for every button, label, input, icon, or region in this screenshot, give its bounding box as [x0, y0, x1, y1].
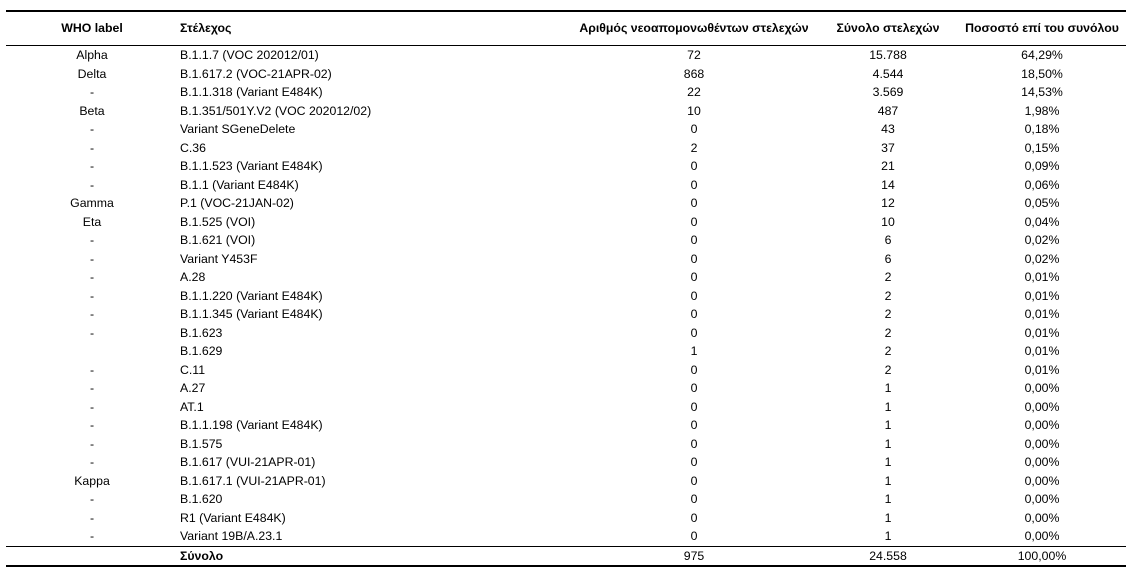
- table-body: [6, 46, 1126, 547]
- table-row: [6, 120, 1126, 139]
- strain-cell: C.11: [180, 362, 206, 377]
- strain-cell: B.1.617.2 (VOC-21APR-02): [180, 66, 332, 81]
- new-isolated-cell: 0: [690, 122, 698, 136]
- strain-cell: Variant SGeneDelete: [180, 122, 296, 136]
- who-label-cell: Kappa: [74, 473, 110, 488]
- percent-cell: 0,01%: [1024, 270, 1060, 284]
- table-row: [6, 102, 1126, 121]
- who-label-cell: -: [89, 177, 95, 192]
- percent-cell: 18,50%: [1021, 66, 1063, 81]
- strain-cell: B.1.621 (VOI): [180, 233, 256, 247]
- new-isolated-cell: 0: [690, 251, 698, 266]
- variants-table: [6, 10, 1126, 567]
- who-label-cell: -: [89, 288, 95, 303]
- new-isolated-cell: 0: [690, 473, 698, 488]
- strain-cell: B.1.1.345 (Variant E484K): [180, 307, 323, 321]
- new-isolated-cell: 10: [687, 103, 701, 118]
- strain-cell: AT.1: [180, 399, 204, 414]
- new-isolated-cell: 0: [690, 288, 698, 303]
- percent-cell: 0,00%: [1024, 473, 1060, 488]
- new-isolated-cell: 0: [690, 177, 698, 192]
- who-label-cell: -: [89, 362, 95, 377]
- percent-cell: 0,05%: [1024, 196, 1060, 210]
- who-label-cell: -: [89, 436, 95, 451]
- total-strains-cell: 1: [884, 381, 892, 395]
- strain-cell: A.27: [180, 381, 206, 395]
- percent-cell: 0,01%: [1024, 325, 1060, 340]
- who-label-cell: -: [89, 455, 95, 469]
- strain-cell: C.36: [180, 140, 206, 155]
- who-label-cell: -: [89, 418, 95, 432]
- table-row: [6, 527, 1126, 546]
- strain-cell: B.1.1.220 (Variant E484K): [180, 288, 323, 303]
- percent-cell: 0,00%: [1024, 529, 1060, 543]
- table-header: [6, 11, 1126, 46]
- strain-cell: B.1.1.7 (VOC 202012/01): [180, 48, 319, 62]
- who-label-cell: -: [89, 122, 95, 136]
- total-strains-cell: 2: [884, 307, 892, 321]
- new-isolated-cell: 1: [690, 344, 698, 358]
- total-who-cell: [6, 546, 178, 566]
- strain-cell: R1 (Variant E484K): [180, 510, 286, 525]
- total-new-isolated: 975: [570, 546, 818, 566]
- percent-cell: 64,29%: [1021, 48, 1063, 62]
- who-label-cell: -: [89, 529, 95, 543]
- new-isolated-cell: 0: [690, 381, 698, 395]
- table-row: [6, 416, 1126, 435]
- table-row: [6, 398, 1126, 417]
- total-strains-cell: 43: [881, 122, 895, 136]
- table-row: [6, 157, 1126, 176]
- table-row: [6, 194, 1126, 213]
- table-row: [6, 472, 1126, 491]
- table-row: [6, 453, 1126, 472]
- total-strains-cell: 1: [884, 510, 892, 525]
- new-isolated-cell: 0: [690, 307, 698, 321]
- total-percent: 100,00%: [958, 546, 1126, 566]
- who-label-cell: -: [89, 270, 95, 284]
- total-strains-sum: 24.558: [818, 546, 958, 566]
- strain-cell: Variant Y453F: [180, 251, 258, 266]
- who-label-cell: -: [89, 492, 95, 506]
- strain-cell: B.1.525 (VOI): [180, 214, 256, 229]
- header-percent-of-total: Ποσοστό επί του συνόλου: [958, 11, 1126, 46]
- strain-cell: B.1.1.198 (Variant E484K): [180, 418, 323, 432]
- total-strains-cell: 6: [884, 251, 892, 266]
- table-row: [6, 287, 1126, 306]
- new-isolated-cell: 0: [690, 214, 698, 229]
- percent-cell: 0,01%: [1024, 344, 1060, 358]
- table-row: [6, 268, 1126, 287]
- total-strains-cell: 3.569: [872, 85, 904, 99]
- table-row: [6, 305, 1126, 324]
- total-strains-cell: 1: [884, 399, 892, 414]
- strain-cell: B.1.623: [180, 325, 223, 340]
- who-label-cell: -: [89, 140, 95, 155]
- who-label-cell: -: [89, 85, 95, 99]
- total-strains-cell: 4.544: [872, 66, 904, 81]
- who-label-cell: -: [89, 233, 95, 247]
- total-strains-cell: 1: [884, 455, 892, 469]
- strain-cell: A.28: [180, 270, 206, 284]
- new-isolated-cell: 0: [690, 196, 698, 210]
- total-strains-cell: 2: [884, 288, 892, 303]
- new-isolated-cell: 0: [690, 529, 698, 543]
- percent-cell: 0,00%: [1024, 399, 1060, 414]
- total-strains-cell: 6: [884, 233, 892, 247]
- total-strains-cell: 2: [884, 270, 892, 284]
- table-row: [6, 213, 1126, 232]
- total-strains-cell: 10: [881, 214, 895, 229]
- new-isolated-cell: 72: [687, 48, 701, 62]
- percent-cell: 1,98%: [1024, 103, 1060, 118]
- new-isolated-cell: 0: [690, 492, 698, 506]
- strain-cell: B.1.1.523 (Variant E484K): [180, 159, 323, 173]
- who-label-cell: -: [89, 399, 95, 414]
- table-row: [6, 46, 1126, 65]
- total-strains-cell: 1: [884, 436, 892, 451]
- new-isolated-cell: 0: [690, 455, 698, 469]
- new-isolated-cell: 2: [690, 140, 698, 155]
- who-label-cell: -: [89, 381, 95, 395]
- total-strains-cell: 37: [881, 140, 895, 155]
- who-label-cell: Gamma: [70, 196, 114, 210]
- who-label-cell: -: [89, 251, 95, 266]
- table-row: [6, 65, 1126, 84]
- percent-cell: 14,53%: [1021, 85, 1063, 99]
- table-row: [6, 231, 1126, 250]
- new-isolated-cell: 0: [690, 399, 698, 414]
- new-isolated-cell: 0: [690, 270, 698, 284]
- header-total-strains: Σύνολο στελεχών: [818, 11, 958, 46]
- percent-cell: 0,00%: [1024, 455, 1060, 469]
- percent-cell: 0,09%: [1024, 159, 1060, 173]
- strain-cell: B.1.617 (VUI-21APR-01): [180, 455, 316, 469]
- who-label-cell: Delta: [77, 66, 107, 81]
- total-strains-cell: 487: [877, 103, 899, 118]
- new-isolated-cell: 0: [690, 418, 698, 432]
- who-label-cell: -: [89, 510, 95, 525]
- table-row: [6, 176, 1126, 195]
- strain-cell: B.1.351/501Y.V2 (VOC 202012/02): [180, 103, 372, 118]
- who-label-cell: [6, 342, 178, 361]
- total-label: Σύνολο: [178, 546, 570, 566]
- percent-cell: 0,00%: [1024, 436, 1060, 451]
- total-strains-cell: 1: [884, 529, 892, 543]
- table-row: [6, 83, 1126, 102]
- percent-cell: 0,01%: [1024, 362, 1060, 377]
- strain-cell: B.1.617.1 (VUI-21APR-01): [180, 473, 326, 488]
- total-strains-cell: 21: [881, 159, 895, 173]
- percent-cell: 0,00%: [1024, 492, 1060, 506]
- percent-cell: 0,01%: [1024, 288, 1060, 303]
- strain-cell: B.1.620: [180, 492, 223, 506]
- total-strains-cell: 12: [881, 196, 895, 210]
- percent-cell: 0,00%: [1024, 510, 1060, 525]
- header-who-label: WHO label: [6, 11, 178, 46]
- header-row: [6, 11, 1126, 46]
- table-row: [6, 379, 1126, 398]
- header-new-isolated: Αριθμός νεοαπομονωθέντων στελεχών: [570, 11, 818, 46]
- percent-cell: 0,00%: [1024, 381, 1060, 395]
- strain-cell: B.1.575: [180, 436, 223, 451]
- percent-cell: 0,02%: [1024, 251, 1060, 266]
- table-row: [6, 435, 1126, 454]
- strain-cell: B.1.1 (Variant E484K): [180, 177, 299, 192]
- total-strains-cell: 14: [881, 177, 895, 192]
- table-row: [6, 324, 1126, 343]
- percent-cell: 0,06%: [1024, 177, 1060, 192]
- strain-cell: B.1.629: [180, 344, 223, 358]
- new-isolated-cell: 0: [690, 159, 698, 173]
- strain-cell: Variant 19B/A.23.1: [180, 529, 283, 543]
- new-isolated-cell: 22: [687, 85, 701, 99]
- strain-cell: P.1 (VOC-21JAN-02): [180, 196, 294, 210]
- table-row: [6, 250, 1126, 269]
- who-label-cell: Alpha: [76, 48, 108, 62]
- new-isolated-cell: 0: [690, 436, 698, 451]
- percent-cell: 0,01%: [1024, 307, 1060, 321]
- who-label-cell: -: [89, 159, 95, 173]
- total-strains-cell: 15.788: [869, 48, 907, 62]
- table-row: [6, 342, 1126, 361]
- total-strains-cell: 2: [884, 325, 892, 340]
- table-row: [6, 490, 1126, 509]
- who-label-cell: Eta: [82, 214, 102, 229]
- total-strains-cell: 2: [884, 344, 892, 358]
- new-isolated-cell: 0: [690, 325, 698, 340]
- total-strains-cell: 1: [884, 418, 892, 432]
- percent-cell: 0,02%: [1024, 233, 1060, 247]
- percent-cell: 0,00%: [1024, 418, 1060, 432]
- who-label-cell: Beta: [79, 103, 105, 118]
- total-strains-cell: 1: [884, 473, 892, 488]
- strain-cell: B.1.1.318 (Variant E484K): [180, 85, 323, 99]
- table-footer: [6, 546, 1126, 566]
- percent-cell: 0,04%: [1024, 214, 1060, 229]
- who-label-cell: -: [89, 325, 95, 340]
- who-label-cell: -: [89, 307, 95, 321]
- table-row: [6, 509, 1126, 528]
- new-isolated-cell: 0: [690, 510, 698, 525]
- new-isolated-cell: 0: [690, 233, 698, 247]
- total-strains-cell: 1: [884, 492, 892, 506]
- total-strains-cell: 2: [884, 362, 892, 377]
- header-strain: Στέλεχος: [178, 11, 570, 46]
- percent-cell: 0,18%: [1024, 122, 1060, 136]
- table-row: [6, 139, 1126, 158]
- new-isolated-cell: 868: [683, 66, 705, 81]
- percent-cell: 0,15%: [1024, 140, 1060, 155]
- new-isolated-cell: 0: [690, 362, 698, 377]
- total-row: [6, 546, 1126, 566]
- table-row: [6, 361, 1126, 380]
